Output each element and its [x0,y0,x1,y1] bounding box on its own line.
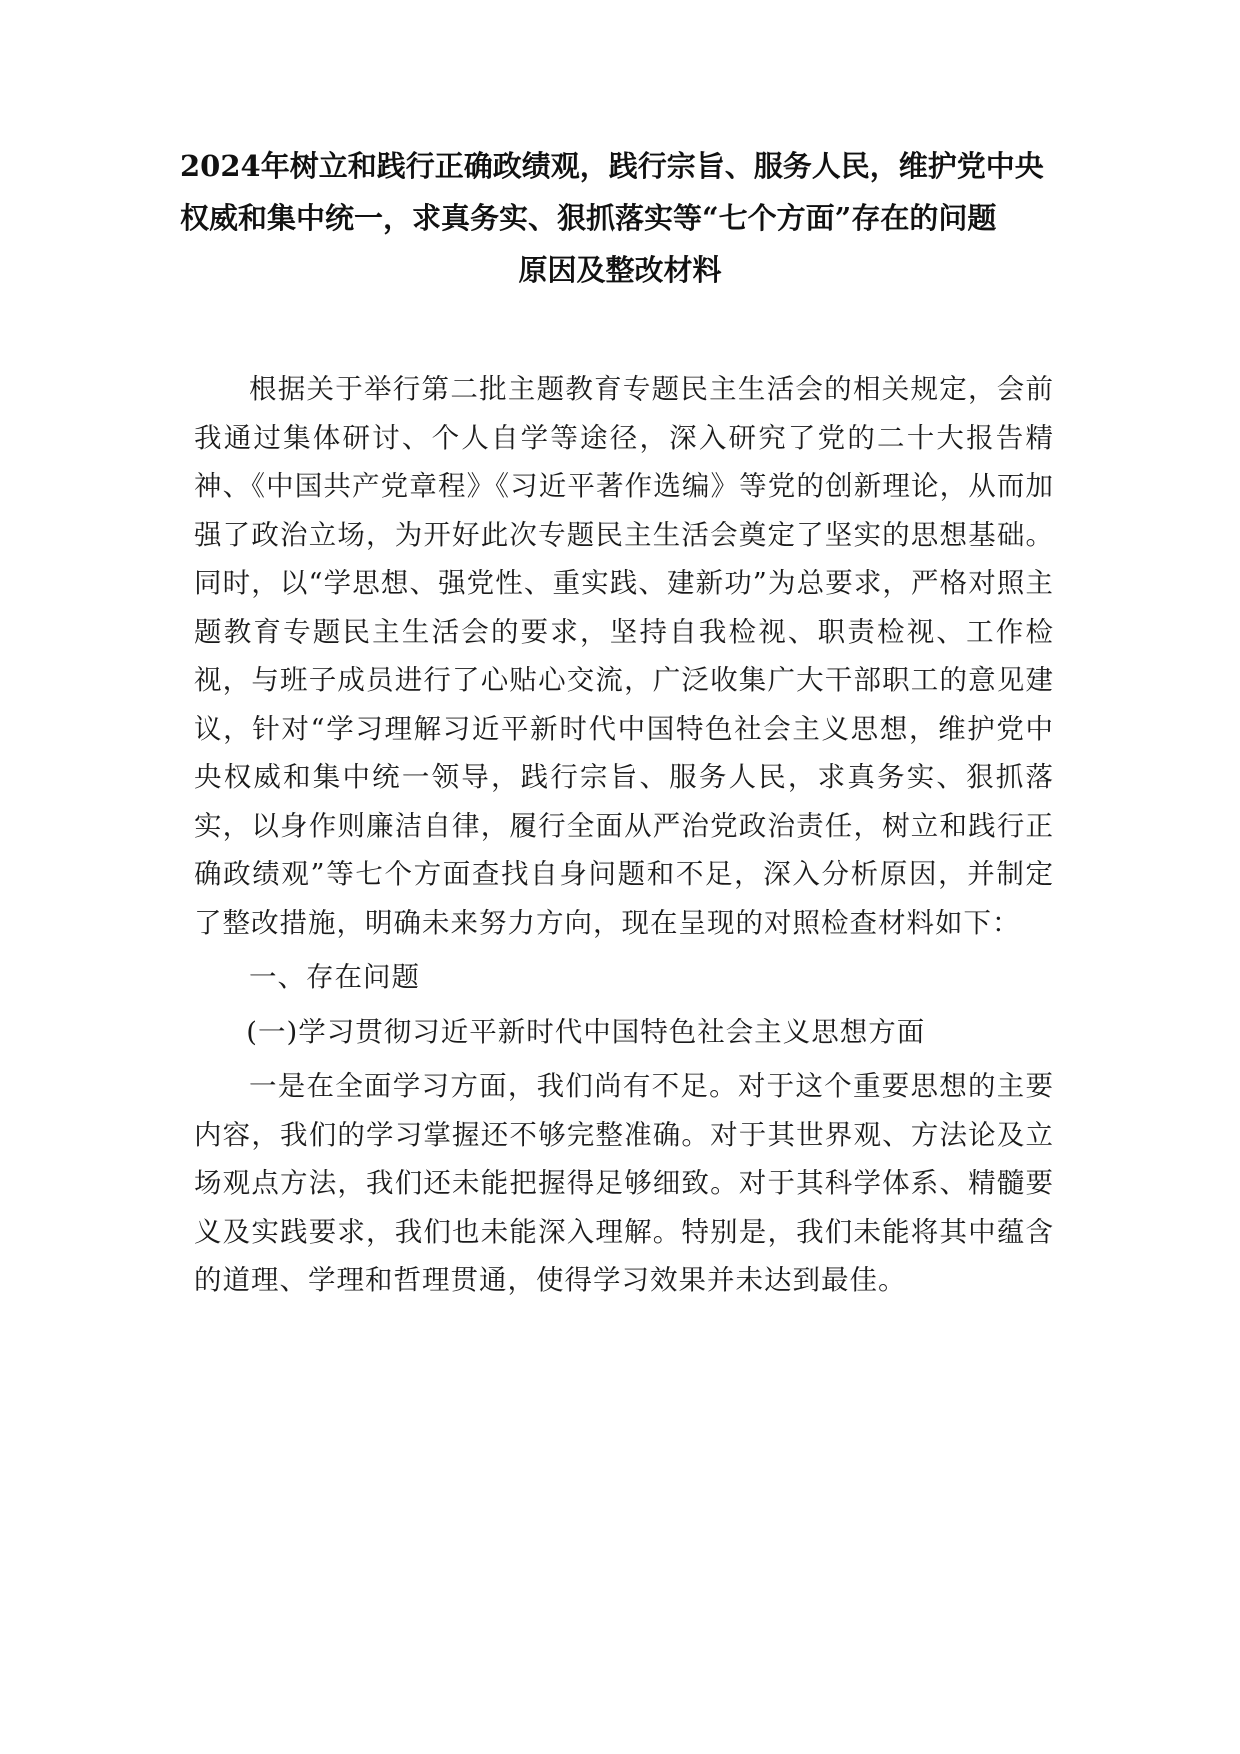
subsection-heading-study: (一)学习贯彻习近平新时代中国特色社会主义思想方面 [246,1015,926,1048]
document-title [180,140,1060,296]
title-line-2: 权威和集中统一，求真务实、狠抓落实等“七个方面”存在的问题 [180,201,997,235]
document-body [194,365,1054,1305]
subsection-paragraph-study: 一是在全面学习方面，我们尚有不足。对于这个重要思想的主要内容，我们的学习掌握还不够完整准确。对于其世界观、方法论及立场观点方法，我们还未能把握得足够细致。对于其科学体系、精髓要义及实践要求，我们也未能深入理解。特别是，我们未能将其中蕴含的道理、学理和哲理贯通，使得学习效果并未达到最佳。 [194,1070,1054,1296]
section-heading-problems: 一、存在问题 [249,961,420,993]
intro-paragraph: 根据关于举行第二批主题教育专题民主生活会的相关规定，会前我通过集体研讨、个人自学等途径，深入研究了党的二十大报告精神、《中国共产党章程》《习近平著作选编》等党的创新理论，从而加强了政治立场，为开好此次专题民主生活会奠定了坚实的思想基础。同时，以“学思想、强党性、重实践、建新功”为总要求，严格对照主题教育专题民主生活会的要求，坚持自我检视、职责检视、工作检视，与班子成员进行了心贴心交流，广泛收集广大干部职工的意见建议，针对“学习理解习近平新时代中国特色社会主义思想，维护党中央权威和集中统一领导，践行宗旨、服务人民，求真务实、狠抓落实，以身作则廉洁自律，履行全面从严治党政治责任，树立和践行正确政绩观”等七个方面查找自身问题和不足，深入分析原因，并制定了整改措施，明确未来努力方向，现在呈现的对照检查材料如下： [194,373,1054,939]
title-line-1: 2024年树立和践行正确政绩观，践行宗旨、服务人民，维护党中央 [180,149,1044,183]
title-line-3: 原因及整改材料 [518,253,722,287]
